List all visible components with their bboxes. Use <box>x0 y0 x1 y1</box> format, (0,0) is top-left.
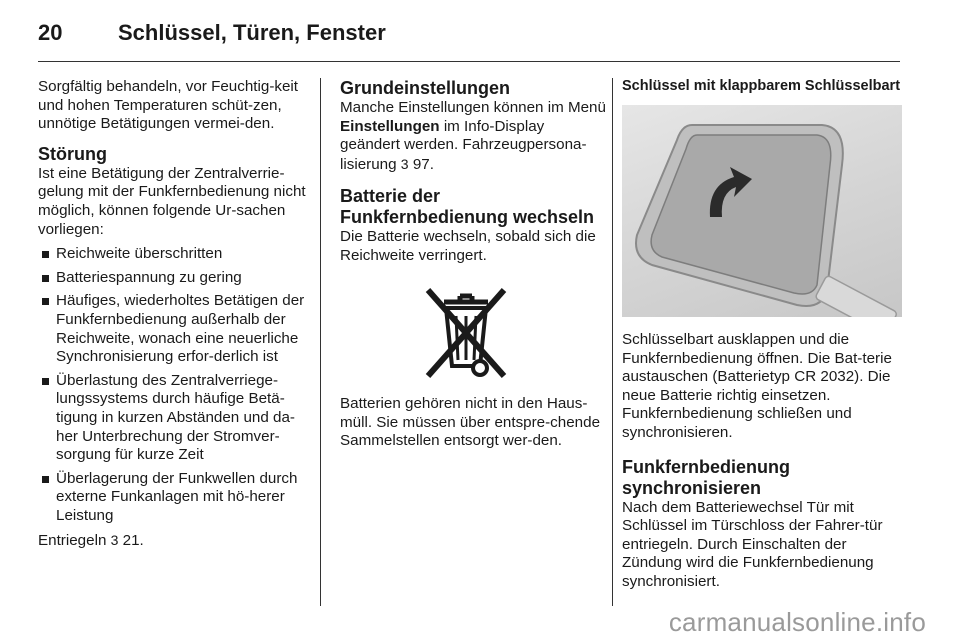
section-heading-stoerung: Störung <box>38 143 107 164</box>
folding-key-illustration <box>622 105 902 317</box>
stoerung-lead: Ist eine Betätigung der Zentralverrie-gelung mit der Funkfernbedienung nicht möglich, können folgende Ur-sachen vorliegen: <box>38 164 306 238</box>
settings-text-a: Manche Einstellungen können im Menü <box>340 99 606 116</box>
list-item: Überlagerung der Funkwellen durch externe Funkanlagen mit hö-herer Leistung <box>38 470 306 526</box>
page-reference-icon: 3 <box>400 155 409 172</box>
column-2 <box>340 78 608 461</box>
disposal-paragraph: Batterien gehören nicht in den Haus-müll. Sie müssen über entspre-chende Sammelstellen entsorgt wer-den. <box>340 395 601 450</box>
settings-menu-name: Einstellungen <box>340 117 440 135</box>
settings-text-b: im Info-Display geändert werden. Fahrzeugpersona-lisierung <box>340 117 587 173</box>
key-subheading: Schlüssel mit klappbarem Schlüsselbart <box>622 78 901 94</box>
section-heading-sync: Funkfernbedienung synchronisieren <box>622 456 790 498</box>
unlock-page-link[interactable]: 21. <box>122 532 144 550</box>
settings-paragraph <box>340 99 608 174</box>
list-item: Batteriespannung zu gering <box>38 269 306 288</box>
section-heading-battery: Batterie der Funkfernbedienung wechseln <box>340 186 595 228</box>
list-item: Überlastung des Zentralverriege-lungssystems durch häufige Betä-tigung in kurzen Abständen und da-her Unterbrechung der Stromver-sorgung für kurze Zeit <box>38 372 306 465</box>
page-number: 20 <box>38 20 63 45</box>
page-reference-icon: 3 <box>110 532 119 549</box>
list-item: Häufiges, wiederholtes Betätigen der Funkfernbedienung außerhalb der Reichweite, wonach eine neuerliche Synchronisierung erfor-derlich ist <box>38 292 306 366</box>
watermark: carmanualsonline.info <box>668 607 926 637</box>
column-3 <box>622 78 904 602</box>
battery-paragraph: Die Batterie wechseln, sobald sich die Reichweite verringert. <box>340 228 596 264</box>
column-1 <box>38 78 306 561</box>
header-divider <box>38 61 900 62</box>
cause-list <box>38 245 306 525</box>
key-battery-paragraph: Schlüsselbart ausklappen und die Funkfernbedienung öffnen. Die Bat-terie austauschen (Batterietyp CR 2032). Die neue Batterie richtig einsetzen. Funkfernbedienung schließen und synchronisieren. <box>622 331 892 441</box>
column-divider-2 <box>612 78 613 606</box>
list-item: Reichweite überschritten <box>38 245 306 264</box>
crossed-out-bin-icon <box>416 282 516 382</box>
key-photo <box>622 105 902 317</box>
intro-paragraph: Sorgfältig behandeln, vor Feuchtig-keit und hohen Temperaturen schüt-zen, unnötige Betätigungen vermei-den. <box>38 78 299 133</box>
column-divider-1 <box>320 78 321 606</box>
section-heading-grundeinstellungen: Grundeinstellungen <box>340 78 511 98</box>
unlock-text: Entriegeln <box>38 532 107 550</box>
page-header <box>38 14 908 54</box>
unlock-reference <box>38 531 306 551</box>
sync-paragraph: Nach dem Batteriewechsel Tür mit Schlüssel im Türschloss der Fahrer-tür entriegeln. Durch Einschalten der Zündung wird die Funkfernbedienung synchronisiert. <box>622 498 883 590</box>
personalization-page-link[interactable]: 97. <box>412 155 434 173</box>
page-title: Schlüssel, Türen, Fenster <box>118 20 386 45</box>
